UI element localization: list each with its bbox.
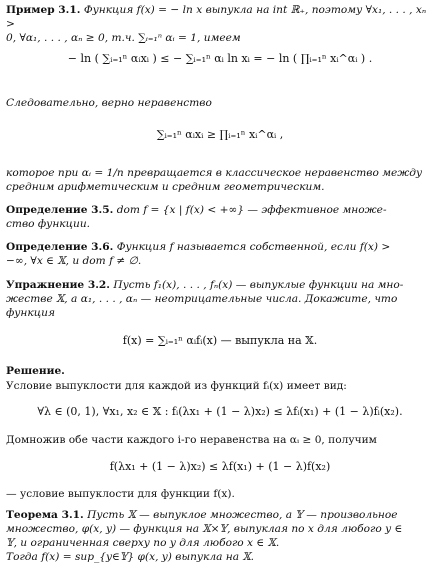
example-text-3 (6, 166, 434, 194)
formula-convexity-sum: f(λx₁ + (1 − λ)x₂) ≤ λf(x₁) + (1 − λ)f(x₂) (109, 460, 331, 473)
def36-text-1: Функция f называется собственной, если f(x) > (116, 241, 391, 253)
example-line-1 (6, 3, 434, 31)
def35-text-1: dom f = {x | f(x) < +∞} — эффективное множе- (116, 204, 387, 216)
def35-line-1 (6, 203, 434, 217)
thm31-text-1: Пусть 𝕏 — выпуклое множество, а 𝕐 — произвольное (87, 509, 398, 521)
thm31-lead: Теорема 3.1. (6, 509, 84, 521)
exercise-3-2 (6, 278, 434, 320)
formula-weighted-sum: f(x) = ∑ᵢ₌₁ⁿ αᵢfᵢ(x) — выпукла на 𝕏. (122, 334, 318, 347)
ex32-line-3: функция (6, 307, 55, 319)
solution-heading: Решение. (6, 365, 65, 377)
theorem-3-1 (6, 508, 434, 564)
example-3-1 (6, 3, 434, 45)
solution-text-2: Домножив обе части каждого i-го неравенства на αᵢ ≥ 0, получим (6, 434, 377, 446)
def35-lead: Определение 3.5. (6, 204, 114, 216)
ex32-line-2: жестве 𝕏, а α₁, . . . , αₙ — неотрицательные числа. Докажите, что (6, 293, 398, 305)
example-line-2: 0, ∀α₁, . . . , αₙ ≥ 0, т.ч. ∑ᵢ₌₁ⁿ αᵢ = 1, имеем (6, 32, 241, 44)
example-text-2: Следовательно, верно неравенство (6, 97, 212, 109)
thm31-line-1 (6, 508, 434, 522)
example-text-1: Функция f(x) = − ln x выпукла на int ℝ₊, поэтому ∀x₁, . . . , xₙ > (6, 4, 427, 30)
ex32-text-1: Пусть f₁(x), . . . , fₙ(x) — выпуклые функции на мно- (113, 279, 404, 291)
def36-line-2: −∞, ∀x ∈ 𝕏, и dom f ≠ ∅. (6, 255, 142, 267)
thm31-line-2: множество, φ(x, y) — функция на 𝕏×𝕐, выпуклая по x для любого y ∈ (6, 523, 403, 535)
example-lead: Пример 3.1. (6, 4, 81, 16)
solution-text-3: — условие выпуклости для функции f(x). (6, 488, 235, 500)
formula-convexity-condition: ∀λ ∈ (0, 1), ∀x₁, x₂ ∈ 𝕏 : fᵢ(λx₁ + (1 − λ)x₂) ≤ λfᵢ(x₁) + (1 − λ)fᵢ(x₂). (37, 405, 403, 418)
ex32-lead: Упражнение 3.2. (6, 279, 110, 291)
def35-line-2: ство функции. (6, 218, 91, 230)
formula-log-inequality: − ln ( ∑ᵢ₌₁ⁿ αᵢxᵢ ) ≤ − ∑ᵢ₌₁ⁿ αᵢ ln xᵢ = − ln ( ∏ᵢ₌₁ⁿ xᵢ^αᵢ ) . (67, 52, 373, 65)
ex32-line-1 (6, 278, 434, 292)
formula-am-gm: ∑ᵢ₌₁ⁿ αᵢxᵢ ≥ ∏ᵢ₌₁ⁿ xᵢ^αᵢ , (156, 128, 284, 141)
thm31-line-3: 𝕐, и ограниченная сверху по y для любого x ∈ 𝕏. (6, 537, 280, 549)
def36-lead: Определение 3.6. (6, 241, 114, 253)
thm31-line-4: Тогда f(x) = sup_{y∈𝕐} φ(x, y) выпукла на 𝕏. (6, 551, 255, 563)
definition-3-5 (6, 203, 434, 231)
example-text-3-line-1: которое при αᵢ = 1/n превращается в классическое неравенство между (6, 167, 423, 179)
def36-line-1 (6, 240, 434, 254)
definition-3-6 (6, 240, 434, 268)
example-text-3-line-2: средним арифметическим и средним геометрическим. (6, 181, 325, 193)
solution-text-1: Условие выпуклости для каждой из функций fᵢ(x) имеет вид: (6, 380, 347, 392)
